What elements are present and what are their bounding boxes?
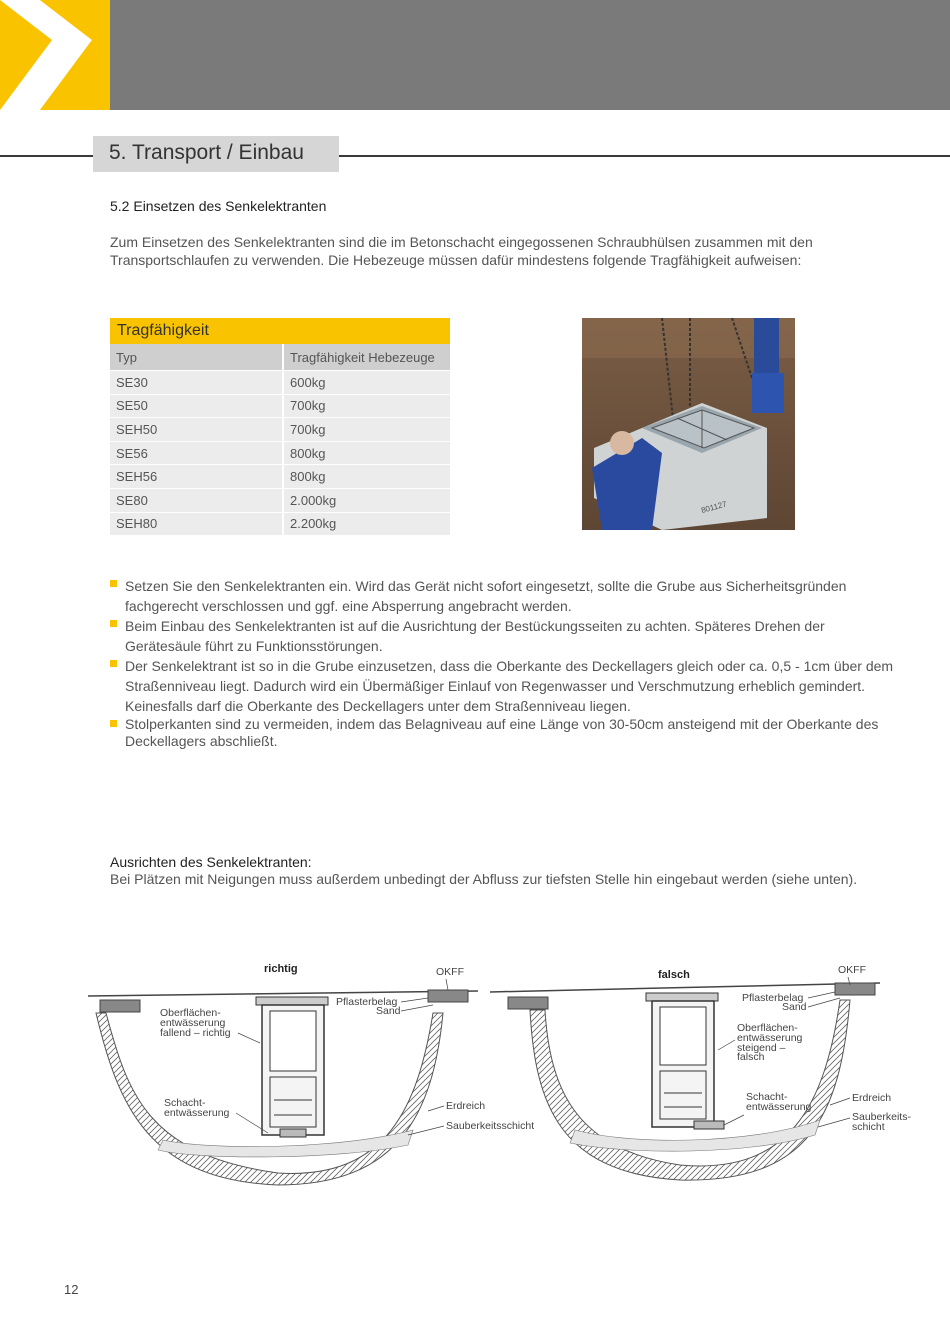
diagram-title: falsch [658, 969, 690, 981]
section-heading [93, 136, 339, 172]
list-item: Setzen Sie den Senkelektranten ein. Wird das Gerät nicht sofort eingesetzt, sollte die Grube aus Sicherheitsgründen fachgerecht verschlossen und ggf. eine Absperrung angebracht werden. [110, 576, 900, 616]
cell-capacity: 800kg [284, 464, 450, 488]
table-row [110, 417, 450, 441]
table-title: Tragfähigkeit [110, 318, 450, 344]
sand-label: Sand [782, 1001, 807, 1013]
schacht-label-line1: Schacht- [164, 1097, 206, 1109]
capacity-table [110, 318, 450, 535]
cell-capacity: 800kg [284, 441, 450, 465]
schacht-label-line2: entwässerung [164, 1107, 230, 1119]
box-label: 801127 [700, 499, 728, 515]
pflasterbelag-label: Pflasterbelag [336, 996, 398, 1008]
subsection-title: 5.2 Einsetzen des Senkelektranten [110, 198, 327, 214]
bullet-icon [110, 580, 117, 587]
oberflaeche-label-line2: entwässerung [737, 1032, 803, 1044]
instruction-list [110, 576, 900, 750]
oberflaeche-label-line3: steigend – [737, 1042, 786, 1054]
bullet-icon [110, 620, 117, 627]
list-item: Beim Einbau des Senkelektranten ist auf die Ausrichtung der Bestückungsseiten zu achten. Späteres Drehen der Gerätesäule führt zu Funktionsstörungen. [110, 616, 900, 656]
schacht-label-line1: Schacht- [746, 1091, 788, 1103]
bullet-icon [110, 660, 117, 667]
table-row [110, 394, 450, 418]
table-row [110, 512, 450, 536]
sauberkeit-label-line1: Sauberkeits- [852, 1111, 911, 1123]
column-header-type: Typ [110, 344, 284, 370]
sauberkeit-label: Sauberkeitsschicht [446, 1120, 535, 1132]
cell-capacity: 700kg [284, 394, 450, 418]
list-item: Stolperkanten sind zu vermeiden, indem das Belagniveau auf eine Länge von 30-50cm ansteigend mit der Oberkante des Deckellagers abschließt. [110, 716, 900, 750]
pflasterbelag-label: Pflasterbelag [742, 992, 804, 1004]
cell-type: SE30 [110, 370, 284, 394]
diagram-wrong [490, 955, 950, 1190]
cell-type: SE50 [110, 394, 284, 418]
sand-label: Sand [376, 1005, 401, 1017]
alignment-text: Bei Plätzen mit Neigungen muss außerdem unbedingt der Abfluss zur tiefsten Stelle hin eingebaut werden (siehe unten). [110, 871, 858, 887]
oberflaeche-label-line1: Oberflächen- [737, 1022, 798, 1034]
table-row [110, 464, 450, 488]
cell-type: SEH56 [110, 464, 284, 488]
brand-logo [0, 0, 110, 110]
diagram-title: richtig [264, 963, 298, 975]
cell-capacity: 2.000kg [284, 488, 450, 512]
column-header-capacity: Tragfähigkeit Hebezeuge [284, 344, 450, 370]
diagram-correct [88, 955, 548, 1190]
oberflaeche-label-line3: fallend – richtig [160, 1027, 231, 1039]
cell-capacity: 600kg [284, 370, 450, 394]
section-title: 5. Transport / Einbau [109, 141, 304, 164]
sauberkeit-label-line2: schicht [852, 1121, 885, 1133]
intro-paragraph: Zum Einsetzen des Senkelektranten sind die im Betonschacht eingegossenen Schraubhülsen zusammen mit den Transportschlaufen zu verwenden. Die Hebezeuge müssen dafür mindestens folgende Tragfähigkeit aufweisen: [110, 234, 813, 268]
alignment-title: Ausrichten des Senkelektranten: [110, 854, 312, 870]
oberflaeche-label-line1: Oberflächen- [160, 1007, 221, 1019]
oberflaeche-label-line2: entwässerung [160, 1017, 226, 1029]
okff-label: OKFF [838, 964, 866, 976]
bullet-icon [110, 720, 117, 727]
page-number: 12 [64, 1282, 79, 1297]
cell-type: SE80 [110, 488, 284, 512]
erdreich-label: Erdreich [446, 1100, 486, 1112]
header-band [0, 0, 950, 110]
list-item: Der Senkelektrant ist so in die Grube einzusetzen, dass die Oberkante des Deckellagers gleich oder ca. 0,5 - 1cm über dem Straßenniveau liegt. Dadurch wird ein Übermäßiger Einlauf von Regenwasser und Verschmutzung erheblich gemindert. Keinesfalls darf die Oberkante des Deckellagers unter dem Straßenniveau liegen. [110, 656, 900, 716]
installation-photo [582, 318, 795, 530]
oberflaeche-label-line4: falsch [737, 1051, 765, 1063]
table-row [110, 488, 450, 512]
schacht-label-line2: entwässerung [746, 1101, 812, 1113]
cell-type: SE56 [110, 441, 284, 465]
table-row [110, 441, 450, 465]
cell-capacity: 2.200kg [284, 512, 450, 536]
erdreich-label: Erdreich [852, 1092, 892, 1104]
table-row [110, 370, 450, 394]
okff-label: OKFF [436, 966, 464, 978]
cell-type: SEH50 [110, 417, 284, 441]
cell-type: SEH80 [110, 512, 284, 536]
table-header-row [110, 344, 450, 370]
cell-capacity: 700kg [284, 417, 450, 441]
